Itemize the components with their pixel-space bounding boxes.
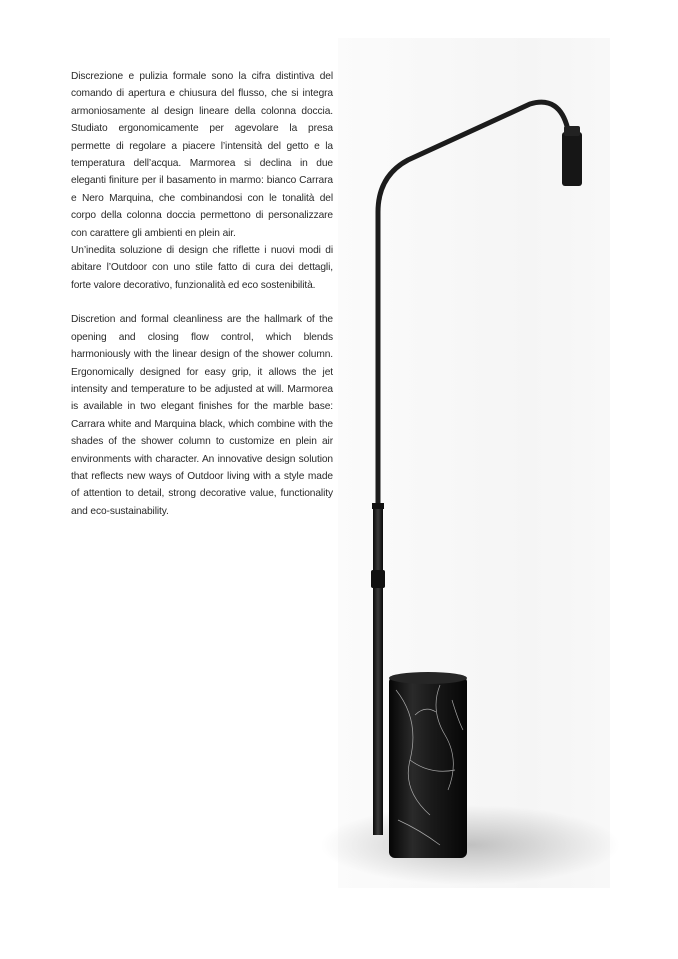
marble-base xyxy=(389,676,467,858)
pole-lower xyxy=(373,505,383,835)
shower-head xyxy=(562,132,582,186)
shower-head-collar xyxy=(564,126,580,136)
italian-paragraph-2: Un’inedita soluzione di design che riflette i nuovi modi di abitare l’Outdoor con uno stile fatto di cura dei dettagli, forte valore decorativo, funzionalità ed eco sostenibilità. xyxy=(71,245,333,291)
pole-joint xyxy=(372,503,384,509)
flow-control-handle xyxy=(371,570,385,588)
floor-shadow xyxy=(320,805,620,885)
shower-arm xyxy=(378,102,568,505)
english-paragraph: Discretion and formal cleanliness are the hallmark of the opening and closing flow control, which blends harmoniously with the linear design of the shower column. Ergonomically designed for easy grip, it allows the jet intensity and temperature to be adjusted at will. Marmorea is available in two elegant finishes for the marble base: Carrara white and Marquina black, which combine with the shades of the shower column to customize en plein air environments with character. An innovative design solution that reflects new ways of Outdoor living with a style made of attention to detail, strong decorative value, functionality and eco-sustainability. xyxy=(71,314,333,517)
marble-base-top xyxy=(389,672,467,684)
italian-paragraph-1: Discrezione e pulizia formale sono la cifra distintiva del comando di apertura e chiusura del flusso, che si integra armoniosamente al design lineare della colonna doccia. Studiato ergonomicamente per agevolare la presa permette di regolare a piacere l’intensità del getto e la temperatura dell’acqua. Marmorea si declina in due eleganti finiture per il basamento in marmo: bianco Carrara e Nero Marquina, che combinandosi con le tonalità del corpo della colonna doccia permettono di personalizzare con carattere gli ambienti en plein air. xyxy=(71,71,333,239)
